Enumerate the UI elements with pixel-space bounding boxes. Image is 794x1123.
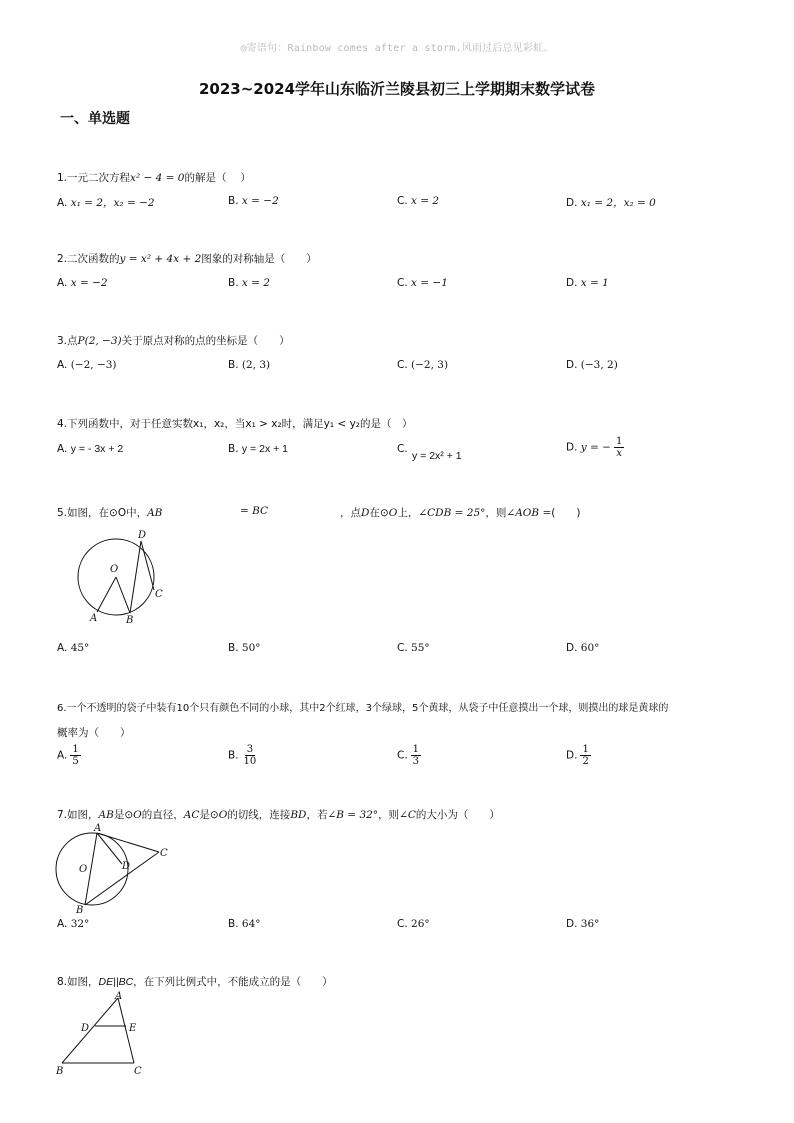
q5-option-b[interactable] <box>228 642 261 654</box>
q6-d-label: D. <box>566 749 578 762</box>
q7-option-c[interactable] <box>397 918 430 930</box>
q4-d-text: y = − <box>580 441 611 454</box>
q7-option-a[interactable] <box>57 918 89 930</box>
q6-option-b[interactable] <box>228 744 258 767</box>
q4-b-text: y = 2x + 1 <box>241 443 289 455</box>
q1-equation: x² − 4 = 0 <box>130 172 185 184</box>
q4-c-label: C. <box>397 443 408 455</box>
q3-option-d[interactable] <box>566 359 618 371</box>
question-5-stem-c <box>340 505 580 520</box>
q1-b-text: x = −2 <box>241 195 279 207</box>
q2-d-text: x = 1 <box>580 277 609 289</box>
q8-label-d: D <box>81 1023 90 1034</box>
q1-c-text: x = 2 <box>411 195 440 207</box>
q3-b-label: B. <box>228 359 239 371</box>
q7-bd: BD <box>290 809 307 821</box>
q7-o: O <box>133 809 142 821</box>
page-title: 2023~2024学年山东临沂兰陵县初三上学期期末数学试卷 <box>198 80 596 98</box>
q5-stem-pre: 5.如图，在⊙O中， <box>57 507 148 519</box>
q7-option-d[interactable] <box>566 918 599 930</box>
q2-stem-post: 图象的对称轴是（ ） <box>201 253 317 265</box>
q5-option-d[interactable] <box>566 642 599 654</box>
q4-a-label: A. <box>57 443 68 455</box>
q6-c-num: 1 <box>412 744 420 755</box>
q7-c-text: 26° <box>411 918 430 930</box>
q6-c-label: C. <box>397 749 408 762</box>
q4-option-d[interactable] <box>566 436 624 459</box>
question-4-stem: 4.下列函数中，对于任意实数x₁，x₂，当x₁ > x₂时，满足y₁ < y₂的是（ ） <box>57 418 413 430</box>
q2-option-d[interactable] <box>566 277 609 289</box>
question-7-stem <box>57 807 500 822</box>
q7-stem-pre: 7.如图， <box>57 809 99 821</box>
q7-figure <box>52 822 177 914</box>
q6-option-d[interactable] <box>566 744 591 767</box>
q4-a-text: y = - 3x + 2 <box>70 443 124 455</box>
q2-option-a[interactable] <box>57 277 108 289</box>
q8-stem-pre: 8.如图， <box>57 976 99 988</box>
q6-d-den: 2 <box>582 756 589 767</box>
q4-d-num: 1 <box>615 436 623 447</box>
q5-b-label: B. <box>228 642 239 654</box>
question-5-stem-a <box>57 505 162 520</box>
q7-o-2: O <box>218 809 228 821</box>
q8-label-b: B <box>56 1066 64 1076</box>
q5-segment-ob <box>116 577 130 613</box>
q2-b-label: B. <box>228 277 239 289</box>
q5-angle-cdb: ∠CDB = 25° <box>418 507 486 519</box>
q7-label-a: A <box>94 823 102 834</box>
q5-stem-post: ( ) <box>551 507 581 519</box>
q7-d-label: D. <box>566 918 578 930</box>
q7-mid4: 的切线，连接 <box>227 809 291 821</box>
q5-d-label: D. <box>566 642 578 654</box>
question-8-stem <box>57 974 333 989</box>
q6-c-den: 3 <box>412 756 420 767</box>
q7-line-bc <box>85 852 159 905</box>
q3-c-text: (−2, 3) <box>411 359 449 371</box>
q8-parallel: DE||BC <box>98 976 134 988</box>
q5-circle-o: O <box>388 507 398 519</box>
q7-b-label: B. <box>228 918 239 930</box>
q8-label-e: E <box>129 1023 137 1034</box>
q2-a-text: x = −2 <box>70 277 108 289</box>
q6-b-den: 10 <box>243 756 257 767</box>
q4-option-b[interactable] <box>228 443 288 455</box>
q1-a-text: x₁ = 2，x₂ = −2 <box>70 197 155 209</box>
q6-option-a[interactable] <box>57 744 81 767</box>
q5-option-a[interactable] <box>57 642 89 654</box>
q3-d-label: D. <box>566 359 578 371</box>
q7-mid3: 是⊙ <box>199 809 219 821</box>
question-5-stem-b <box>240 505 268 517</box>
q1-c-label: C. <box>397 195 408 207</box>
q5-angle-aob: ∠AOB = <box>506 507 552 519</box>
q4-option-c-label[interactable] <box>397 443 408 455</box>
q5-figure <box>70 526 170 626</box>
q4-d-fraction <box>614 436 624 459</box>
q5-mid2: 在⊙ <box>369 507 389 519</box>
q2-stem-pre: 2.二次函数的 <box>57 253 120 265</box>
q7-ab: AB <box>98 809 114 821</box>
q1-option-d[interactable] <box>566 195 656 210</box>
q2-c-label: C. <box>397 277 408 289</box>
q7-circle <box>56 833 131 905</box>
q7-a-label: A. <box>57 918 68 930</box>
q5-c-text: 55° <box>411 642 430 654</box>
q4-option-c[interactable] <box>412 450 462 462</box>
q6-d-fraction <box>580 744 590 767</box>
q2-d-label: D. <box>566 277 578 289</box>
q3-option-c[interactable] <box>397 359 448 371</box>
q6-c-fraction <box>411 744 421 767</box>
q1-d-label: D. <box>566 197 578 209</box>
q2-option-b[interactable] <box>228 277 270 289</box>
q7-c-label: C. <box>397 918 408 930</box>
q7-label-o: O <box>79 864 88 875</box>
q8-label-a: A <box>115 991 123 1002</box>
q1-b-label: B. <box>228 195 239 207</box>
q3-d-text: (−3, 2) <box>580 359 618 371</box>
q5-segment-oa <box>97 577 116 612</box>
q7-angle-b: ∠B = 32° <box>327 809 379 821</box>
q1-option-c[interactable] <box>397 195 439 207</box>
q4-d-den: x <box>616 448 622 459</box>
q3-b-text: (2, 3) <box>241 359 271 371</box>
question-3-stem <box>57 333 290 348</box>
q7-a-text: 32° <box>70 918 90 930</box>
q7-label-b: B <box>76 905 84 914</box>
q3-c-label: C. <box>397 359 408 371</box>
q8-side-ab <box>62 998 118 1063</box>
q7-mid1: 是⊙ <box>113 809 134 821</box>
q7-label-d: D <box>122 861 131 872</box>
q5-d-text: 60° <box>580 642 600 654</box>
q8-figure <box>52 988 157 1076</box>
q6-a-label: A. <box>57 749 68 762</box>
q5-option-c[interactable] <box>397 642 430 654</box>
q5-mid4: ，则 <box>485 507 507 519</box>
q5-a-label: A. <box>57 642 68 654</box>
q7-stem-post: 的大小为（ ） <box>415 809 500 821</box>
q7-b-text: 64° <box>241 918 261 930</box>
q7-d-text: 36° <box>580 918 600 930</box>
q5-mid: ，点 <box>340 507 361 519</box>
q3-point: P(2, −3) <box>77 335 122 347</box>
q7-ac: AC <box>183 809 200 821</box>
q1-option-a[interactable] <box>57 195 155 210</box>
watermark: ◎寄语句：Rainbow comes after a storm.风雨过后总见彩虹。 <box>240 43 554 54</box>
q6-b-num: 3 <box>246 744 254 755</box>
q1-stem-pre: 1.一元二次方程 <box>57 172 131 184</box>
q6-a-den: 5 <box>72 756 79 767</box>
q5-label-b: B <box>126 615 134 626</box>
q4-c-text: y = 2x² + 1 <box>412 450 462 462</box>
q6-b-fraction <box>242 744 259 767</box>
q5-label-c: C <box>155 589 163 600</box>
q5-b-text: 50° <box>241 642 261 654</box>
q1-a-label: A. <box>57 197 68 209</box>
q3-stem-post: 关于原点对称的点的坐标是（ ） <box>121 335 290 347</box>
q5-segment-db <box>130 541 141 613</box>
q7-tangent-ac <box>97 833 159 852</box>
q1-d-text: x₁ = 2，x₂ = 0 <box>580 197 656 209</box>
question-6-stem-line1: 6.一个不透明的袋子中装有10个只有颜色不同的小球，其中2个红球，3个绿球，5个黄球，从袋子中任意摸出一个球，则摸出的球是黄球的 <box>57 703 669 714</box>
q2-a-label: A. <box>57 277 68 289</box>
q5-c-label: C. <box>397 642 408 654</box>
q5-label-a: A <box>90 613 98 624</box>
q5-label-o: O <box>110 564 119 575</box>
question-6-stem-line2: 概率为（ ） <box>57 727 131 739</box>
q6-a-fraction <box>70 744 80 767</box>
q7-option-b[interactable] <box>228 918 261 930</box>
q7-mid2: 的直径， <box>141 809 184 821</box>
q7-label-c: C <box>160 848 168 859</box>
q4-d-label: D. <box>566 441 578 454</box>
q7-angle-c: ∠C <box>399 809 416 821</box>
q3-option-a[interactable] <box>57 359 117 371</box>
q5-point-d: D <box>361 507 370 519</box>
q5-a-text: 45° <box>70 642 90 654</box>
q2-option-c[interactable] <box>397 277 448 289</box>
q6-a-num: 1 <box>72 744 79 755</box>
q5-arc-ab: AB <box>147 507 163 519</box>
q8-stem-post: ，在下列比例式中，不能成立的是（ ） <box>133 976 333 988</box>
q5-mid3: 上， <box>397 507 419 519</box>
q5-arc-bc: = BC <box>240 505 269 517</box>
q1-stem-post: 的解是（ ） <box>184 172 251 184</box>
question-1-stem <box>57 170 251 185</box>
question-2-stem <box>57 251 317 266</box>
q5-label-d: D <box>138 530 147 541</box>
q7-mid5: ，若 <box>306 809 328 821</box>
q2-equation: y = x² + 4x + 2 <box>119 253 202 265</box>
q2-c-text: x = −1 <box>411 277 448 289</box>
q7-mid6: ，则 <box>378 809 400 821</box>
q8-label-c: C <box>134 1066 142 1076</box>
q4-b-label: B. <box>228 443 239 455</box>
q6-d-num: 1 <box>582 744 589 755</box>
q6-b-label: B. <box>228 749 239 762</box>
q2-b-text: x = 2 <box>241 277 270 289</box>
q3-a-label: A. <box>57 359 68 371</box>
q3-option-b[interactable] <box>228 359 270 371</box>
q6-option-c[interactable] <box>397 744 421 767</box>
q3-a-text: (−2, −3) <box>70 359 117 371</box>
q4-option-a[interactable] <box>57 443 123 455</box>
q1-option-b[interactable] <box>228 195 279 207</box>
section-title: 一、单选题 <box>60 111 130 127</box>
q3-stem-pre: 3.点 <box>57 335 78 347</box>
